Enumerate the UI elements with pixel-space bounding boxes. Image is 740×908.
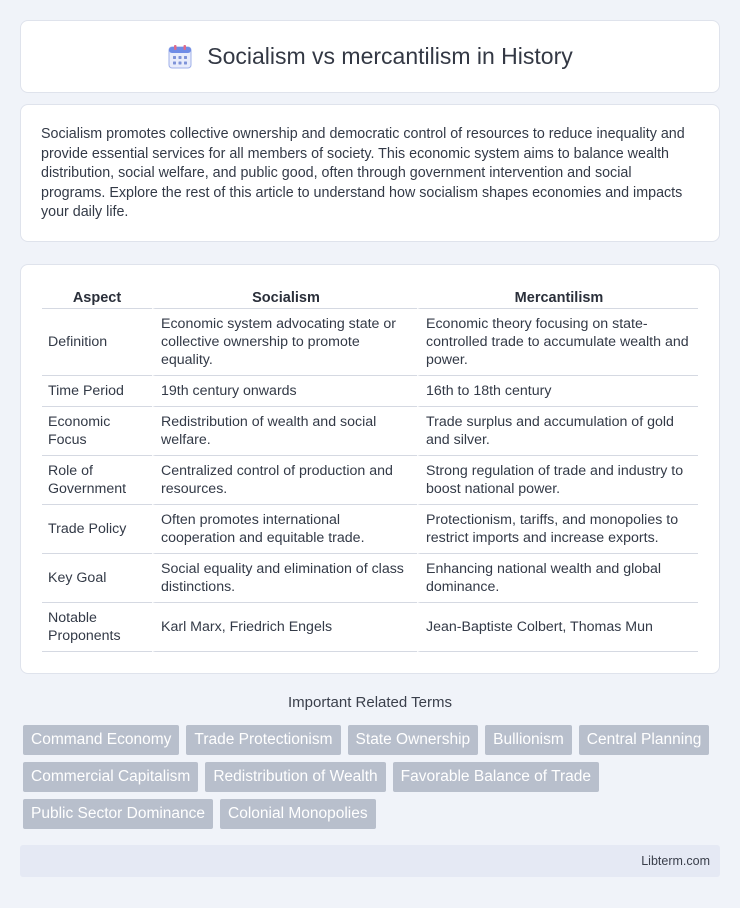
table-row [42, 603, 698, 652]
term-tag[interactable]: State Ownership [348, 725, 479, 755]
table-cell-aspect: Notable Proponents [42, 603, 152, 652]
term-tag[interactable]: Redistribution of Wealth [205, 762, 385, 792]
table-cell-socialism: Often promotes international cooperation and equitable trade. [152, 505, 417, 554]
table-cell-aspect: Time Period [42, 376, 152, 407]
table-cell-aspect: Definition [42, 309, 152, 376]
table-cell-mercantilism: Strong regulation of trade and industry to boost national power. [417, 456, 698, 505]
table-cell-socialism: Economic system advocating state or collective ownership to promote equality. [152, 309, 417, 376]
intro-paragraph: Socialism promotes collective ownership and democratic control of resources to reduce inequality and provide essential services for all members of society. This economic system aims to balance wealth distribution, social welfare, and public good, often through government intervention and social programs. Explore the rest of this article to understand how socialism shapes economies and impacts your daily life. [41, 126, 685, 220]
title-card [20, 20, 720, 93]
table-cell-mercantilism: 16th to 18th century [417, 376, 698, 407]
term-tag[interactable]: Central Planning [579, 725, 710, 755]
table-cell-socialism: Centralized control of production and resources. [152, 456, 417, 505]
table-row [42, 407, 698, 456]
header-socialism: Socialism [152, 285, 417, 309]
table-cell-mercantilism: Trade surplus and accumulation of gold and silver. [417, 407, 698, 456]
term-tag[interactable]: Command Economy [23, 725, 179, 755]
term-tag[interactable]: Bullionism [485, 725, 572, 755]
term-tag[interactable]: Commercial Capitalism [23, 762, 198, 792]
comparison-table [42, 285, 698, 652]
header-mercantilism: Mercantilism [417, 285, 698, 309]
table-cell-aspect: Trade Policy [42, 505, 152, 554]
table-row [42, 309, 698, 376]
footer-site-link[interactable]: Libterm.com [641, 854, 710, 868]
header-aspect: Aspect [42, 285, 152, 309]
table-cell-aspect: Key Goal [42, 554, 152, 603]
calendar-icon [167, 44, 193, 70]
table-cell-mercantilism: Economic theory focusing on state-controlled trade to accumulate wealth and power. [417, 309, 698, 376]
table-row [42, 376, 698, 407]
intro-card [20, 104, 720, 242]
related-terms-list [20, 725, 720, 829]
table-row [42, 554, 698, 603]
table-cell-socialism: Karl Marx, Friedrich Engels [152, 603, 417, 652]
table-cell-aspect: Economic Focus [42, 407, 152, 456]
table-cell-mercantilism: Enhancing national wealth and global dominance. [417, 554, 698, 603]
table-header-row [42, 285, 698, 309]
term-tag[interactable]: Public Sector Dominance [23, 799, 213, 829]
term-tag[interactable]: Colonial Monopolies [220, 799, 376, 829]
table-cell-socialism: 19th century onwards [152, 376, 417, 407]
comparison-table-card [20, 264, 720, 674]
term-tag[interactable]: Favorable Balance of Trade [393, 762, 599, 792]
table-row [42, 505, 698, 554]
related-terms-title: Important Related Terms [288, 694, 452, 711]
term-tag[interactable]: Trade Protectionism [186, 725, 340, 755]
table-cell-mercantilism: Protectionism, tariffs, and monopolies to restrict imports and increase exports. [417, 505, 698, 554]
table-cell-aspect: Role of Government [42, 456, 152, 505]
footer [20, 845, 720, 877]
table-cell-socialism: Redistribution of wealth and social welfare. [152, 407, 417, 456]
table-cell-socialism: Social equality and elimination of class distinctions. [152, 554, 417, 603]
table-row [42, 456, 698, 505]
page-title: Socialism vs mercantilism in History [207, 43, 573, 69]
table-cell-mercantilism: Jean-Baptiste Colbert, Thomas Mun [417, 603, 698, 652]
